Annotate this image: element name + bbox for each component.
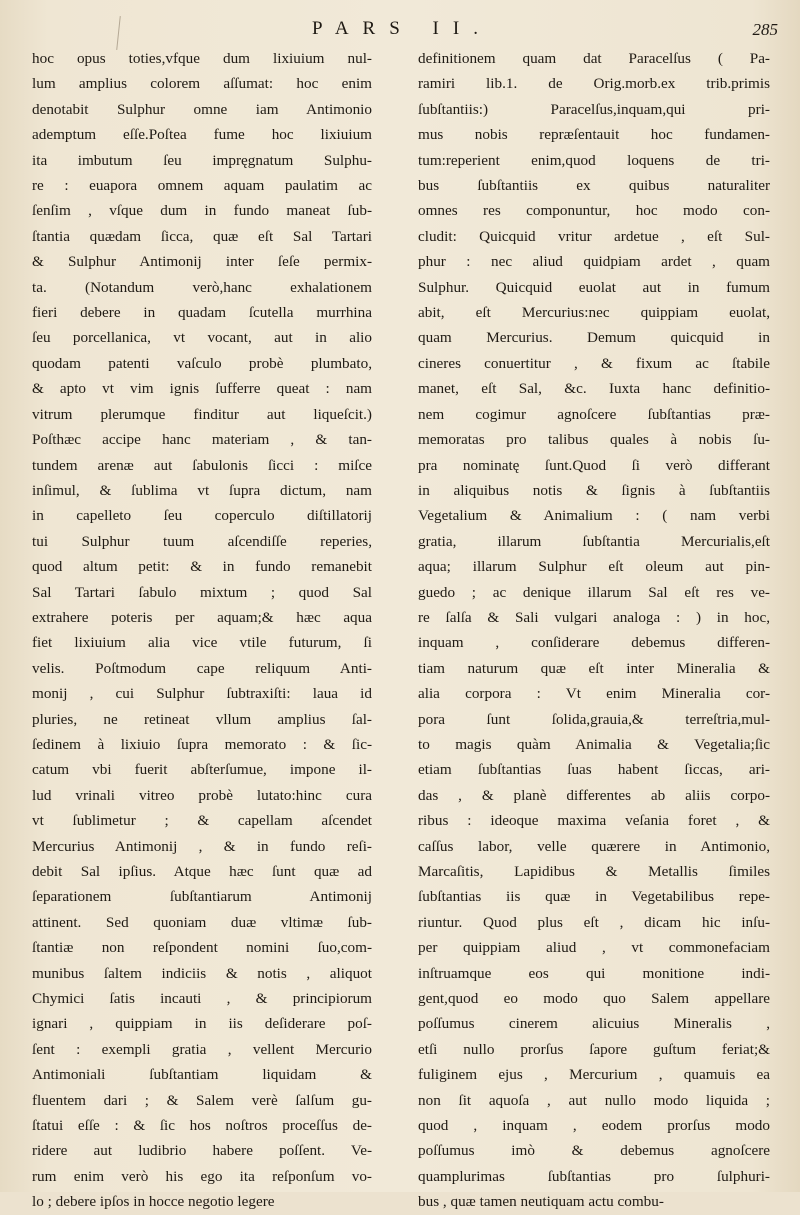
text-line: definitionem quam dat Paracelſus ( Pa- <box>418 50 770 67</box>
text-line: poſſumus cinerem alicuius Mineralis , <box>418 1015 770 1033</box>
text-line: to magis quàm Animalia & Vegetalia;ſic <box>418 735 770 753</box>
text-line: vitrum plerumque finditur aut liqueſcit.) <box>32 405 372 423</box>
text-line: ridere aut ludibrio habere poſſent. Ve- <box>32 1142 372 1160</box>
text-line: Antimoniali ſubſtantiam liquidam & <box>32 1066 372 1084</box>
text-line: lo ; debere ipſos in hocce negotio legere <box>32 1193 275 1211</box>
text-line: caſſus labor, velle quærere in Antimonio, <box>418 837 770 855</box>
text-line: lud vrinali vitreo probè lutato:hinc cura <box>32 786 372 804</box>
text-line: mus nobis repræſentauit hoc fundamen- <box>418 126 770 144</box>
text-line: ſtatui eſſe : & ſic hos noſtros proceſſus de- <box>32 1117 372 1135</box>
text-line: manet, eſt Sal, &c. Iuxta hanc definitio- <box>418 380 770 398</box>
text-line: riuntur. Quod plus eſt , dicam hic inſu- <box>418 913 770 931</box>
text-line: fieri debere in quadam ſcutella murrhina <box>32 304 372 322</box>
text-line: Marcaſitis, Lapidibus & Metallis ſimiles <box>418 863 770 880</box>
text-line: inquam , conſiderare debemus differen- <box>418 634 770 652</box>
text-line: memoratas pro talibus quales à nobis ſu- <box>418 431 770 449</box>
text-line: attinent. Sed quoniam duæ vltimæ ſub- <box>32 913 372 931</box>
text-line: catum vbi fuerit abſterſumue, impone il- <box>32 761 372 779</box>
text-line: ignari , quippiam in iis deſiderare poſ- <box>32 1015 372 1033</box>
text-line: vt ſublimetur ; & capellam aſcendet <box>32 812 372 830</box>
text-line: phur : nec aliud quidpiam ardet , quam <box>418 253 770 271</box>
text-line: pra nominatę ſunt.Quod ſi verò differant <box>418 456 770 474</box>
text-line: gent,quod eo modo quo Salem appellare <box>418 990 770 1008</box>
text-line: cineres conuertitur , & fixum ac ſtabile <box>418 354 770 372</box>
text-line: extrahere poteris per aquam;& hæc aqua <box>32 608 372 626</box>
text-line: guedo ; ac denique illarum Sal eſt res ve- <box>418 583 770 601</box>
text-line: fiet lixiuium alia vice vtile futurum, ſi <box>32 634 372 652</box>
running-header <box>0 14 800 44</box>
text-line: abit, eſt Mercurius:nec quippiam euolat, <box>418 304 770 322</box>
running-head-title: PARS II. <box>312 18 492 39</box>
text-line: etſi nullo prorſus ſapore guſtum feriat;& <box>418 1040 770 1058</box>
text-line: ſtantiæ non reſpondent nomini ſuo,com- <box>32 939 372 957</box>
text-line: Sal Tartari ſabulo mixtum ; quod Sal <box>32 583 372 601</box>
text-line: re ſalſa & Sali vulgari analoga : ) in hoc, <box>418 608 770 626</box>
text-line: ademptum eſſe.Poſtea fume hoc lixiuium <box>32 126 372 144</box>
text-line: ſent : exempli gratia , vellent Mercurio <box>32 1040 372 1058</box>
text-line: inſimul, & ſublima vt ſupra dictum, nam <box>32 481 372 499</box>
text-line: rum enim verò his ego ita reſponſum vo- <box>32 1167 372 1185</box>
text-line: Sulphur. Quicquid euolat aut in fumum <box>418 278 770 296</box>
text-line: denotabit Sulphur omne iam Antimonio <box>32 100 372 118</box>
text-line: aqua; illarum Sulphur eſt oleum aut pin- <box>418 558 770 576</box>
text-line: quamplurimas ſubſtantias pro ſulphuri- <box>418 1167 770 1185</box>
text-line: Mercurius Antimonij , & in fundo reſi- <box>32 837 372 855</box>
text-line: etiam ſubſtantias ſuas habent ſiccas, ari- <box>418 761 770 779</box>
text-line: das , & planè differentes ab aliis corpo- <box>418 786 770 804</box>
text-line: ſedinem à lixiuio ſupra memorato : & ſic- <box>32 735 372 753</box>
text-line: ſtantia quædam ſicca, quæ eſt Sal Tartari <box>32 227 372 245</box>
text-line: & Sulphur Antimonij inter ſeſe permix- <box>32 253 372 271</box>
text-line: omnes res componuntur, hoc modo con- <box>418 202 770 220</box>
text-line: tundem arenæ aut ſabulonis ſicci : miſce <box>32 456 372 474</box>
text-line: non ſit aquoſa , aut nullo modo liquida ; <box>418 1091 770 1109</box>
text-line: lum amplius colorem aſſumat: hoc enim <box>32 75 372 93</box>
text-line: poſſumus imò & debemus agnoſcere <box>418 1142 770 1160</box>
right-text-column <box>418 46 770 1215</box>
text-line: pora ſunt ſolida,grauia,& terreſtria,mul- <box>418 710 770 728</box>
text-line: bus ſubſtantiis ex quibus naturaliter <box>418 177 770 195</box>
text-line: in capelleto ſeu coperculo diſtillatorij <box>32 507 372 525</box>
text-line: ribus : ideoque maxima veſania foret , & <box>418 812 770 830</box>
text-line: ſeu porcellanica, vt vocant, aut in alio <box>32 329 372 347</box>
text-line: & apto vt vim ignis ſufferre queat : nam <box>32 380 372 398</box>
text-line: ſeparationem ſubſtantiarum Antimonij <box>32 888 372 906</box>
text-line: velis. Poſtmodum cape reliquum Anti- <box>32 659 372 677</box>
text-line: Vegetalium & Animalium : ( nam verbi <box>418 507 770 525</box>
text-line: ſubſtantias iis quæ in Vegetabilibus repe- <box>418 888 770 906</box>
text-line: ſenſim , vſque dum in fundo maneat ſub- <box>32 202 372 220</box>
text-line: quod altum petit: & in fundo remanebit <box>32 558 372 576</box>
text-line: bus , quæ tamen neutiquam actu combu- <box>418 1193 664 1211</box>
text-line: fuliginem ejus , Mercurium , quamuis ea <box>418 1066 770 1084</box>
text-line: ita imbutum ſeu impręgnatum Sulphu- <box>32 151 372 169</box>
text-line: ta. (Notandum verò,hanc exhalationem <box>32 278 372 296</box>
text-line: nem cogimur agnoſcere ſubſtantias præ- <box>418 405 770 423</box>
text-line: ſubſtantiis:) Paracelſus,inquam,qui pri- <box>418 100 770 118</box>
page-number: 285 <box>752 20 778 39</box>
text-line: quodam patenti vaſculo probè plumbato, <box>32 354 372 372</box>
text-line: ramiri lib.1. de Orig.morb.ex trib.primis <box>418 75 770 93</box>
text-line: fluentem dari ; & Salem verè ſalſum gu- <box>32 1091 372 1109</box>
text-line: inſtruamque eos qui monitione indi- <box>418 964 770 982</box>
text-line: quod , inquam , eodem prorſus modo <box>418 1117 770 1135</box>
text-line: alia corpora : Vt enim Mineralia cor- <box>418 685 770 703</box>
text-line: pluries, ne retineat vllum amplius ſal- <box>32 710 372 728</box>
text-line: Poſthæc accipe hanc materiam , & tan- <box>32 431 372 449</box>
ink-mark <box>116 16 121 50</box>
text-line: munibus ſaltem indiciis & notis , aliquot <box>32 964 372 982</box>
text-line: tiam naturum quæ eſt inter Mineralia & <box>418 659 770 677</box>
text-line: tum:reperient enim,quod loquens de tri- <box>418 151 770 169</box>
text-line: gratia, illarum ſubſtantia Mercurialis,eſt <box>418 532 770 550</box>
text-line: tui Sulphur tuum aſcendiſſe reperies, <box>32 532 372 550</box>
text-line: monij , cui Sulphur ſubtraxiſti: laua id <box>32 685 372 703</box>
text-line: cludit: Quicquid vritur ardetue , eſt Sul- <box>418 227 770 245</box>
text-line: per quippiam aliud , vt commonefaciam <box>418 939 770 957</box>
text-line: re : euapora omnem aquam paulatim ac <box>32 177 372 195</box>
text-line: hoc opus toties,vfque dum lixiuium nul- <box>32 50 372 67</box>
text-line: in aliquibus notis & ſignis à ſubſtantiis <box>418 481 770 499</box>
left-text-column <box>32 46 372 1215</box>
text-line: quam Mercurius. Demum quicquid in <box>418 329 770 347</box>
text-line: Chymici ſatis incauti , & principiorum <box>32 990 372 1008</box>
text-line: debit Sal ipſius. Atque hæc ſunt quæ ad <box>32 863 372 880</box>
